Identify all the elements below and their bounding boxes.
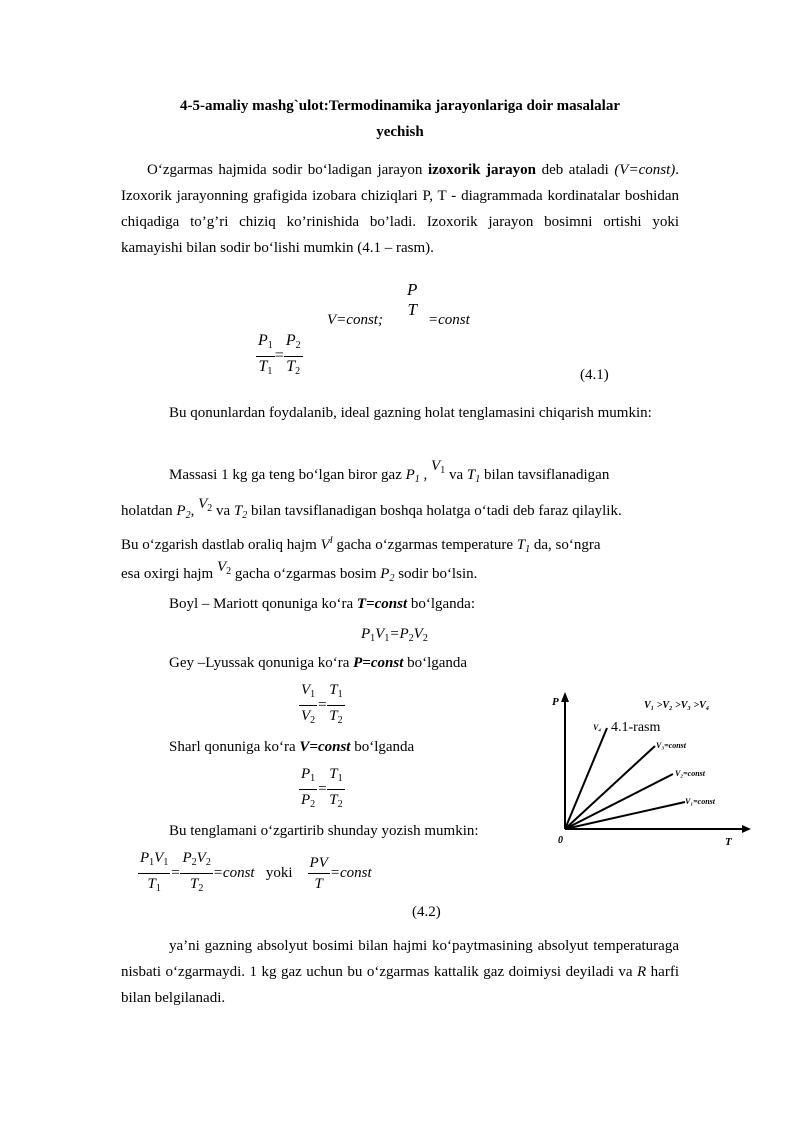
text: , [190,503,199,519]
eq-symbol: T [286,358,296,375]
text: harfi bilan belgilanadi. [121,964,679,1006]
isochore-v2 [565,774,673,829]
term-izoxorik: izoxorik jarayon [427,162,537,178]
page-title [120,93,680,145]
text-yoki: yoki [265,864,293,881]
label-v2: V₂=const [675,769,706,778]
subscript: 1 [525,544,531,555]
symbol: V [198,496,208,512]
eq-symbol: V [301,682,311,698]
text: bilan tavsiflanadigan boshqa holatga o‘tadi deb faraz qilaylik. [247,503,622,519]
eq-symbol: V [375,626,385,642]
eq-denominator: T [407,300,417,319]
subscript: 2 [191,857,197,868]
figure-caption: 4.1-rasm [611,720,661,735]
condition: P=const [353,655,404,671]
subscript: 1 [310,773,316,784]
subscript: 1 [414,474,420,485]
volume-relation: V₁ >V₂ >V₃ >V₄ [644,700,710,711]
text: . Izoxorik jarayonning grafigida izobara chiziqlari P, T - diagrammada kordinatalar boshidan chiqadiga to’g’ri chiziq ko’rinishida bo’ladi. Izoxorik jarayon bosimni ortishi yoki kamayishi bilan sodir bo‘lishi mumkin (4.1 – rasm). [121,162,679,256]
text: Bu o‘zgarish dastlab oraliq hajm [121,537,321,553]
eq-symbol: P [182,850,192,866]
text: holatdan [121,503,177,519]
subscript: 2 [207,503,213,514]
subscript: 1 [337,689,343,700]
equals: = [317,780,328,797]
symbol-r: R [637,964,647,980]
isochore-v1 [565,802,685,829]
eq-const: =const [329,864,372,881]
subscript: 2 [422,633,428,644]
text: Gey –Lyussak qonuniga ko‘ra [169,655,354,671]
eq-denominator: T [314,876,323,892]
paragraph-conclusion [121,933,679,1011]
x-axis-label: T [725,836,732,848]
eq-symbol: P [258,332,268,349]
eq-gey [299,680,345,731]
eq-4-2 [138,848,372,899]
text: bo‘lganda [403,655,468,671]
symbol: T [233,503,243,519]
subscript: 2 [205,857,211,868]
eq-symbol: V [154,850,164,866]
eq-vconst: V=const; [327,312,383,328]
subscript: 1 [267,340,273,351]
subscript: 2 [389,573,395,584]
isochore-v4 [565,728,607,829]
text: O‘zgarmas hajmida sodir bo‘ladigan jarayon [147,162,428,178]
eq-symbol: T [329,792,338,808]
text: gacha o‘zgarmas bosim [231,566,381,582]
eq-symbol: P [301,766,311,782]
superscript: I [329,535,333,545]
subscript: 1 [163,857,169,868]
y-axis-label: P [552,696,559,708]
label-v3: V₃=const [656,741,687,750]
eq-symbol: P [285,332,296,349]
eq-symbol: T [258,358,268,375]
subscript: 1 [370,633,376,644]
text: va [445,467,467,483]
condition: T=const [356,596,408,612]
paragraph-derivation: Bu qonunlardan foydalanib, ideal gazning holat tenglamasini chiqarish mumkin: [169,405,652,421]
symbol: T [466,467,476,483]
symbol: P [176,503,186,519]
text: deb ataladi [536,162,615,178]
subscript: 2 [408,633,414,644]
text: gacha o‘zgarmas temperature [332,537,517,553]
subscript: 1 [310,689,316,700]
text: da, so‘ngra [530,537,601,553]
text: sodir bo‘lsin. [394,566,478,582]
subscript: 2 [198,883,204,894]
text: ya’ni gazning absolyut bosimi bilan hajmi ko‘paytmasining absolyut temperaturaga nisbati o‘zgarmaydi. 1 kg gaz uchun bu o‘zgarmas kattalik gaz doimiysi deyiladi va [121,938,679,980]
title-line-2: yechish [376,124,424,140]
text: bo‘lganda: [407,596,476,612]
text: bilan tavsiflanadigan [480,467,610,483]
text: esa oxirgi hajm [121,566,217,582]
eq-boyl [361,624,428,649]
eq-const: =const [212,864,255,881]
isochore-v3 [565,746,655,829]
eq-sharl [299,764,345,815]
symbol: P [405,467,415,483]
symbol: V [320,537,330,553]
eq-symbol: V [413,626,423,642]
eq-symbol: P [301,792,311,808]
text: Sharl qonuniga ko‘ra [169,739,300,755]
eq-symbol: =P [389,626,409,642]
subscript: 1 [337,773,343,784]
subscript: 2 [295,366,301,377]
text: (V=const) [614,162,676,178]
p3-line1 [169,458,610,490]
eq-symbol: P [361,626,371,642]
subscript: 2 [185,510,191,521]
text: va [212,503,234,519]
subscript: 2 [295,340,301,351]
p3-line4 [121,559,478,589]
equation-number-4-1: (4.1) [580,367,609,383]
text: , [419,467,432,483]
figure-4-1 [545,688,760,848]
x-axis-arrow-icon [742,825,751,833]
text: Boyl – Mariott qonuniga ko‘ra [169,596,357,612]
paragraph-rewrite: Bu tenglamani o‘zgartirib shunday yozish mumkin: [169,823,479,839]
eq-numerator: PV [308,853,330,874]
symbol: V [216,559,227,575]
eq-4-1-fraction [256,331,303,382]
eq-symbol: V [301,708,311,724]
eq-fraction-p-over-t [403,280,421,320]
subscript: 2 [337,715,343,726]
subscript: 2 [242,510,248,521]
text: bo‘lganda [350,739,415,755]
symbol: V [431,458,441,474]
condition: V=const [299,739,351,755]
equals: = [170,864,181,881]
label-v4: V₄ [593,723,602,732]
eq-symbol: T [329,766,338,782]
title-line-1: 4-5-amaliy mashg`ulot:Termodinamika jarayonlariga doir masalalar [180,98,620,114]
subscript: 2 [310,799,316,810]
origin-label: 0 [558,835,563,846]
eq-symbol: T [147,876,156,892]
subscript: 2 [310,715,316,726]
subscript: 1 [267,366,273,377]
label-v1: V₁=const [685,797,716,806]
subscript: 1 [475,474,481,485]
y-axis-arrow-icon [561,692,569,702]
text: Massasi 1 kg ga teng bo‘lgan biror gaz [169,467,406,483]
symbol: P [380,566,390,582]
subscript: 1 [149,857,155,868]
sharl-line [169,737,414,757]
equation-number-4-2: (4.2) [412,904,441,920]
eq-const: =const [428,312,470,328]
gey-line [169,653,467,673]
eq-symbol: P [140,850,150,866]
subscript: 1 [155,883,161,894]
symbol: T [516,537,526,553]
eq-symbol: T [329,708,338,724]
eq-symbol: T [329,682,338,698]
eq-symbol: V [196,850,206,866]
eq-numerator: P [407,280,418,299]
eq-symbol: T [189,876,199,892]
equals: = [274,347,284,365]
subscript: 2 [337,799,343,810]
equals: = [317,696,328,713]
subscript: 2 [226,566,232,577]
boyl-line [169,594,475,614]
subscript: 1 [384,633,390,644]
subscript: 1 [440,465,446,476]
p3-line2 [121,496,622,526]
p3-line3 [121,530,601,560]
paragraph-isochoric [121,157,679,261]
